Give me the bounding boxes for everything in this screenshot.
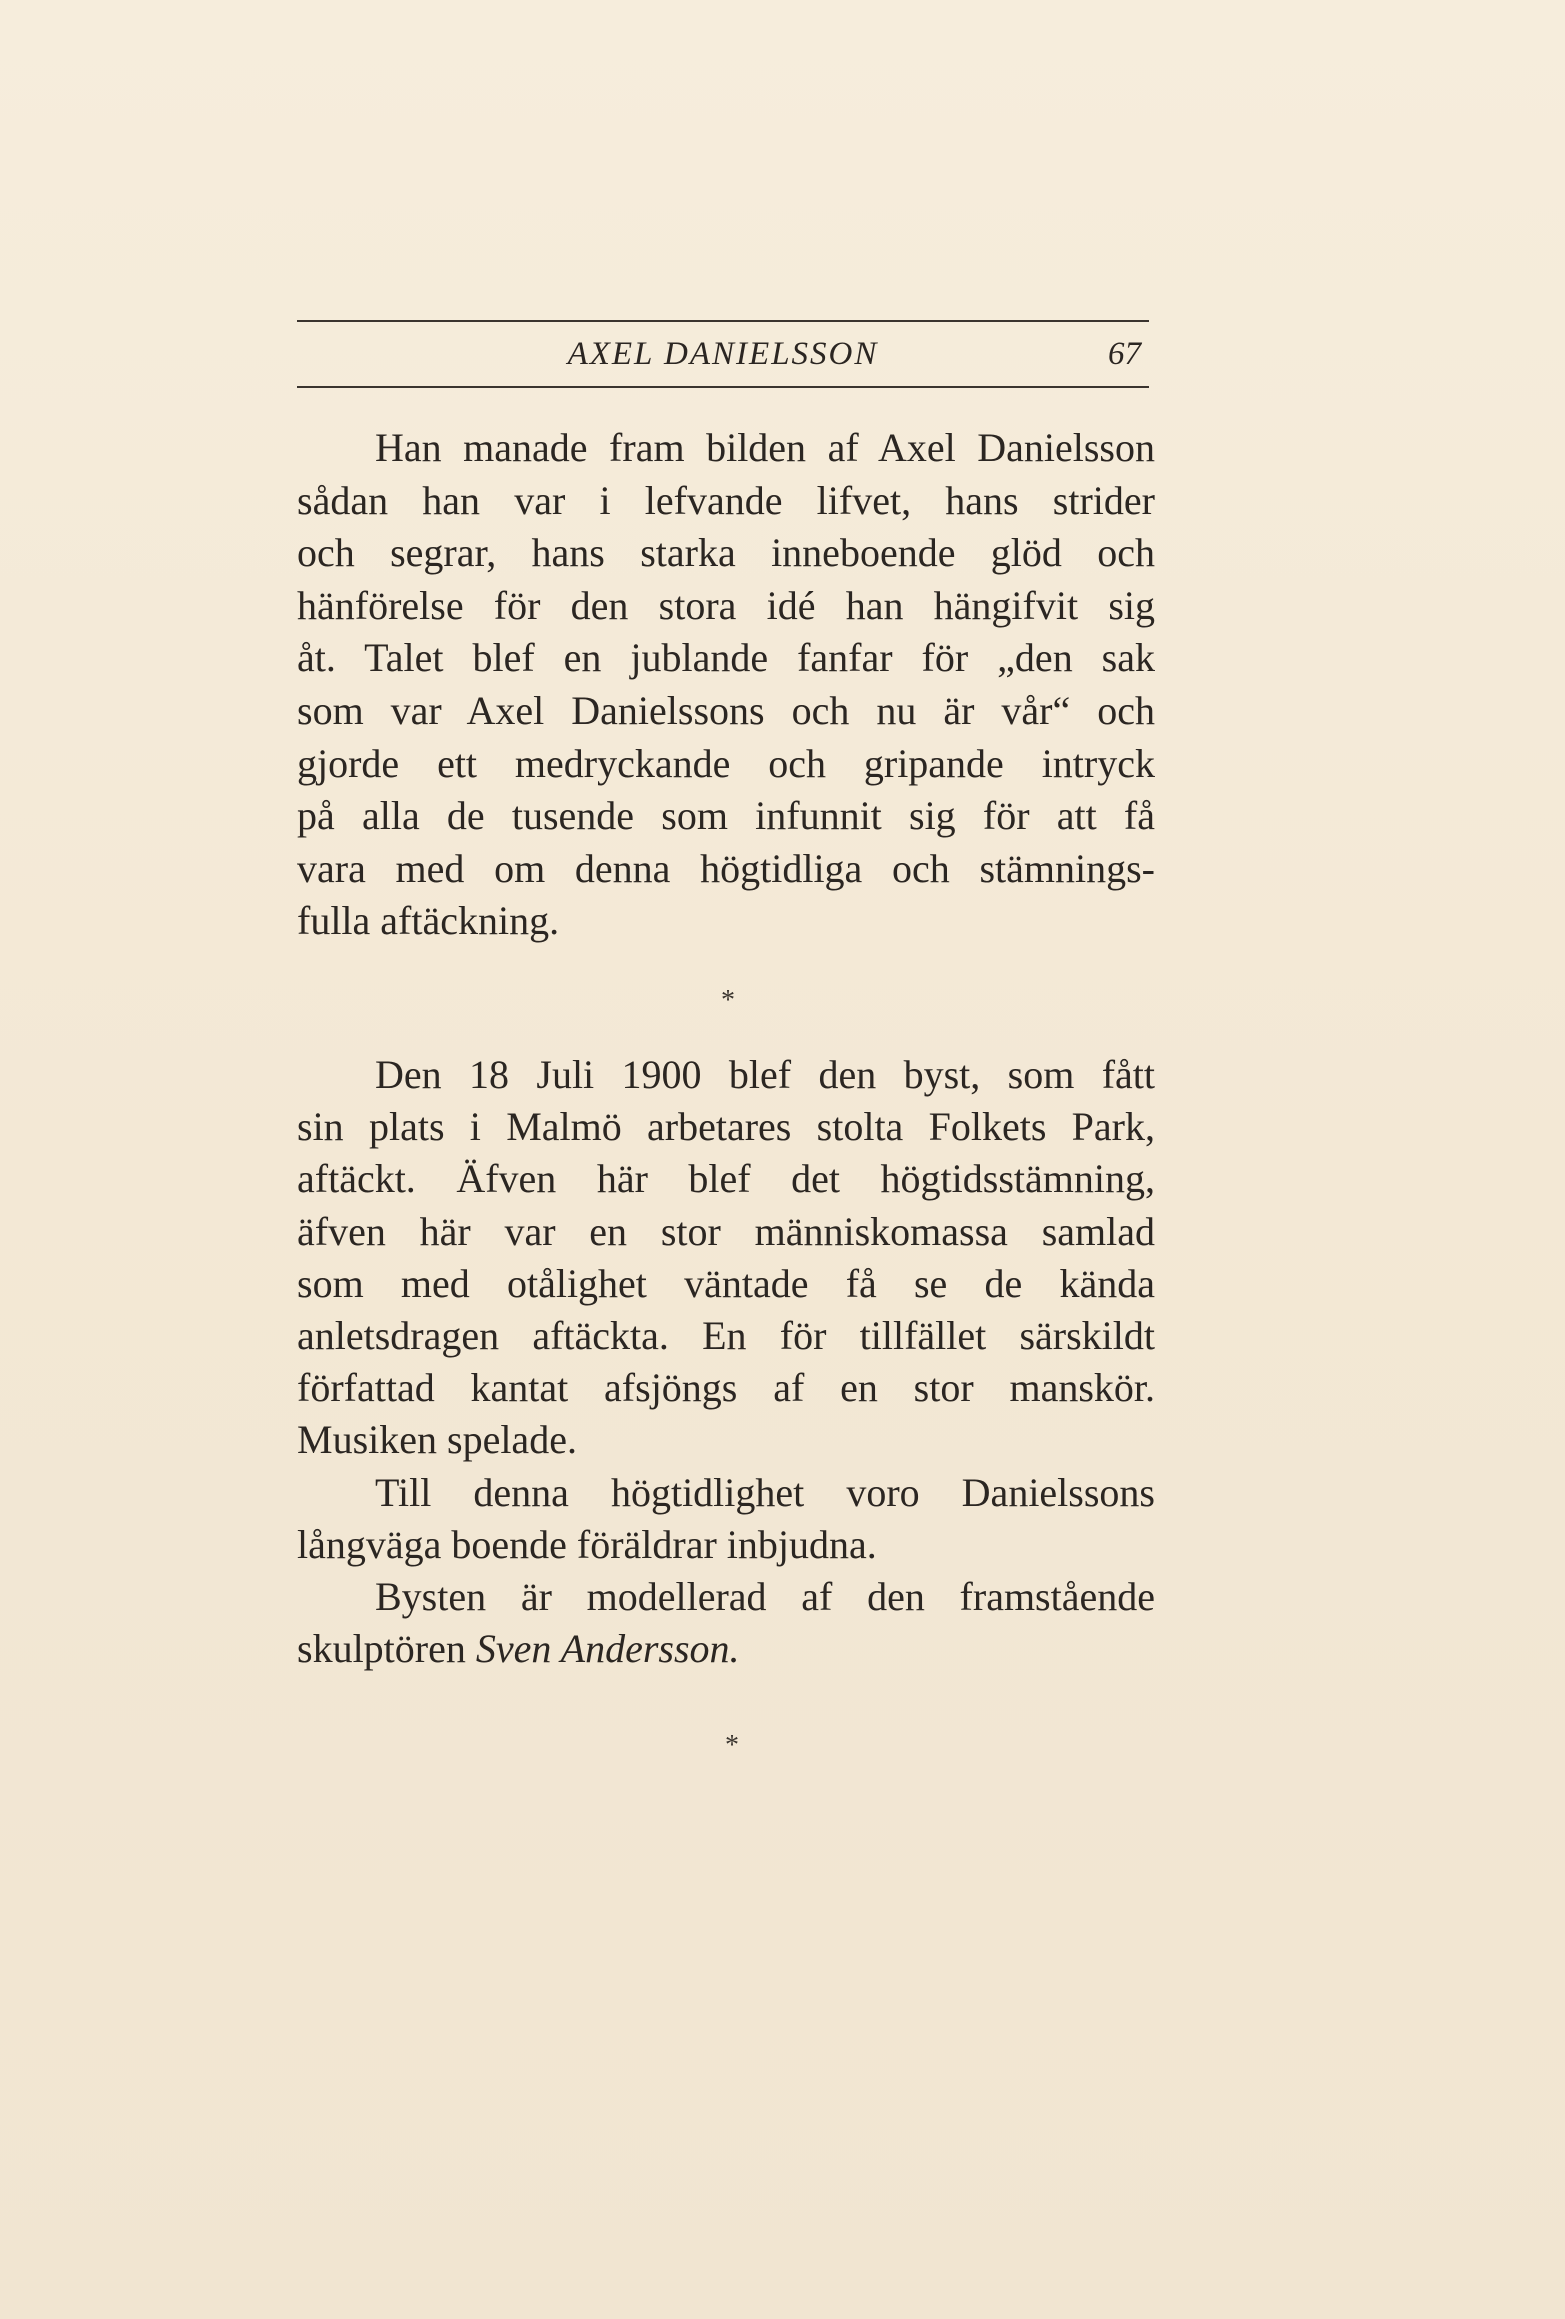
text-line: Den 18 Juli 1900 blef den byst, som fått <box>375 1052 1155 1097</box>
text-line: Bysten är modellerad af den framstående <box>375 1573 1155 1619</box>
text-line: sådan han var i lefvande lifvet, hans strider <box>297 477 1155 523</box>
text-line: på alla de tusende som infunnit sig för att få <box>297 793 1155 839</box>
header-rule-bottom <box>297 386 1149 388</box>
text-line: och segrar, hans starka inneboende glöd och <box>297 530 1155 576</box>
text-line: sin plats i Malmö arbetares stolta Folkets Park, <box>297 1104 1155 1150</box>
text-line: gjorde ett medryckande och gripande intryck <box>297 740 1155 786</box>
text-fragment: skulptören <box>297 1626 476 1672</box>
text-line: fulla aftäckning. <box>297 898 560 944</box>
sculptor-name: Sven Andersson. <box>475 1626 740 1672</box>
text-line: aftäckt. Äfven här blef det högtidsstämning, <box>297 1156 1155 1202</box>
text-line: anletsdragen aftäckta. En för tillfället särskildt <box>297 1312 1155 1358</box>
text-line: Musiken spelade. <box>297 1417 577 1463</box>
text-line: hänförelse för den stora idé han hängifvit sig <box>297 582 1155 628</box>
text-line: vara med om denna högtidliga och stämnings- <box>297 845 1155 891</box>
text-line: Han manade fram bilden af Axel Danielsson <box>375 425 1155 470</box>
text-line: författad kantat afsjöngs af en stor manskör. <box>297 1365 1155 1411</box>
section-separator-asterisk: * <box>721 985 735 1016</box>
text-line: långväga boende föräldrar inbjudna. <box>297 1521 877 1567</box>
text-line: Till denna högtidlighet voro Danielssons <box>375 1469 1155 1515</box>
text-line: åt. Talet blef en jublande fanfar för „den sak <box>297 635 1155 681</box>
text-line: som med otålighet väntade få se de kända <box>297 1260 1155 1306</box>
page-number: 67 <box>1108 336 1141 372</box>
section-separator-asterisk: * <box>725 1730 739 1761</box>
header-rule-top <box>297 320 1149 322</box>
running-title: AXEL DANIELSSON <box>567 336 879 372</box>
text-line <box>297 1626 1155 1672</box>
running-header <box>297 330 1149 380</box>
paragraph-1 <box>297 425 1155 954</box>
paragraphs-2-4 <box>297 1052 1155 1681</box>
text-line: som var Axel Danielssons och nu är vår“ och <box>297 687 1155 733</box>
text-line: äfven här var en stor människomassa samlad <box>297 1208 1155 1254</box>
